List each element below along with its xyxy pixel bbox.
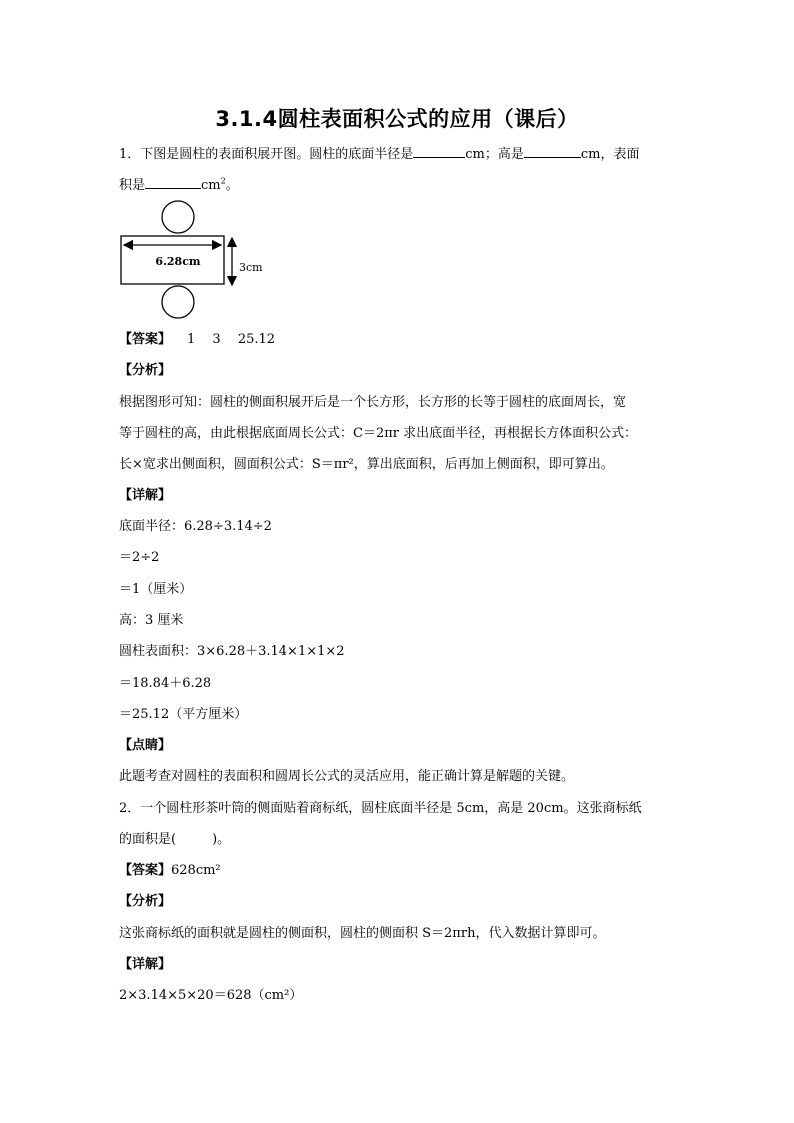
- q1-detail-line-6: ＝18.84＋6.28: [119, 676, 212, 691]
- q1-analysis-line-3: 长×宽求出侧面积，圆面积公式：S＝πr²，算出底面积，后再加上侧面积，即可算出。: [119, 457, 614, 472]
- q1-text-a: 1．下图是圆柱的表面积展开图。圆柱的底面半径是: [119, 147, 414, 162]
- q2-analysis-label: 【分析】: [119, 894, 172, 909]
- q1-detail-line-5: 圆柱表面积：3×6.28＋3.14×1×1×2: [119, 644, 345, 659]
- width-label: 6.28cm: [155, 255, 201, 268]
- bottom-circle: [162, 286, 194, 318]
- q1-answer-label: 【答案】: [119, 332, 172, 347]
- q1-detail-label: 【详解】: [119, 488, 172, 503]
- q2-detail: 2×3.14×5×20＝628（cm²）: [119, 988, 303, 1003]
- q1-detail-line-2: ＝2÷2: [119, 550, 160, 565]
- q1-area-blank[interactable]: [145, 176, 201, 189]
- q1-detail-line-7: ＝25.12（平方厘米）: [119, 707, 248, 722]
- q1-detail-line-3: ＝1（厘米）: [119, 582, 193, 597]
- q1-analysis-label: 【分析】: [119, 363, 172, 378]
- page-title: 3.1.4圆柱表面积公式的应用（课后）: [215, 107, 579, 131]
- q2-text-b: )。: [212, 832, 231, 847]
- q1-analysis-line-2: 等于圆柱的高，由此根据底面周长公式：C＝2πr 求出底面半径，再根据长方体面积公式：: [119, 426, 638, 441]
- q2-detail-label: 【详解】: [119, 957, 172, 972]
- height-label: 3cm: [239, 261, 263, 274]
- q1-text-c: cm，表面: [580, 147, 640, 162]
- q2-analysis: 这张商标纸的面积就是圆柱的侧面积，圆柱的侧面积 S＝2πrh，代入数据计算即可。: [119, 926, 606, 941]
- q1-radius-blank[interactable]: [413, 145, 465, 158]
- q1-comment-label: 【点睛】: [119, 738, 172, 753]
- q1-comment: 此题考查对圆柱的表面积和圆周长公式的灵活应用，能正确计算是解题的关键。: [119, 769, 575, 784]
- q2-text-a: 的面积是(: [119, 832, 177, 847]
- q2-answer-line: [119, 862, 221, 880]
- q1-answer: 1 3 25.12: [187, 332, 276, 347]
- q1-detail-line-4: 高：3 厘米: [119, 613, 184, 628]
- q2-question-line-1: 2．一个圆柱形茶叶筒的侧面贴着商标纸，圆柱底面半径是 5cm，高是 20cm。这张商标纸: [119, 801, 642, 816]
- q2-question-line-2: [119, 831, 230, 849]
- q1-height-blank[interactable]: [524, 145, 581, 158]
- top-circle: [162, 201, 194, 233]
- q1-detail-line-1: 底面半径：6.28÷3.14÷2: [119, 519, 272, 534]
- cylinder-net-svg: [114, 195, 284, 325]
- q1-text-e: 。: [225, 178, 239, 193]
- q1-unit: cm: [201, 178, 221, 193]
- q1-question-line-1: [119, 145, 640, 164]
- q1-analysis-line-1: 根据图形可知：圆柱的侧面积展开后是一个长方形，长方形的长等于圆柱的底面周长，宽: [119, 395, 627, 410]
- q1-text-b: cm；高是: [465, 147, 524, 162]
- q1-text-d: 积是: [119, 178, 146, 193]
- q1-question-line-2: [119, 176, 239, 195]
- q2-answer: 628cm²: [171, 863, 221, 878]
- q1-answer-line: [119, 331, 275, 349]
- q2-answer-label: 【答案】: [119, 863, 172, 878]
- q1-unit-sup: 2: [220, 176, 226, 186]
- cylinder-net-figure: [114, 195, 284, 325]
